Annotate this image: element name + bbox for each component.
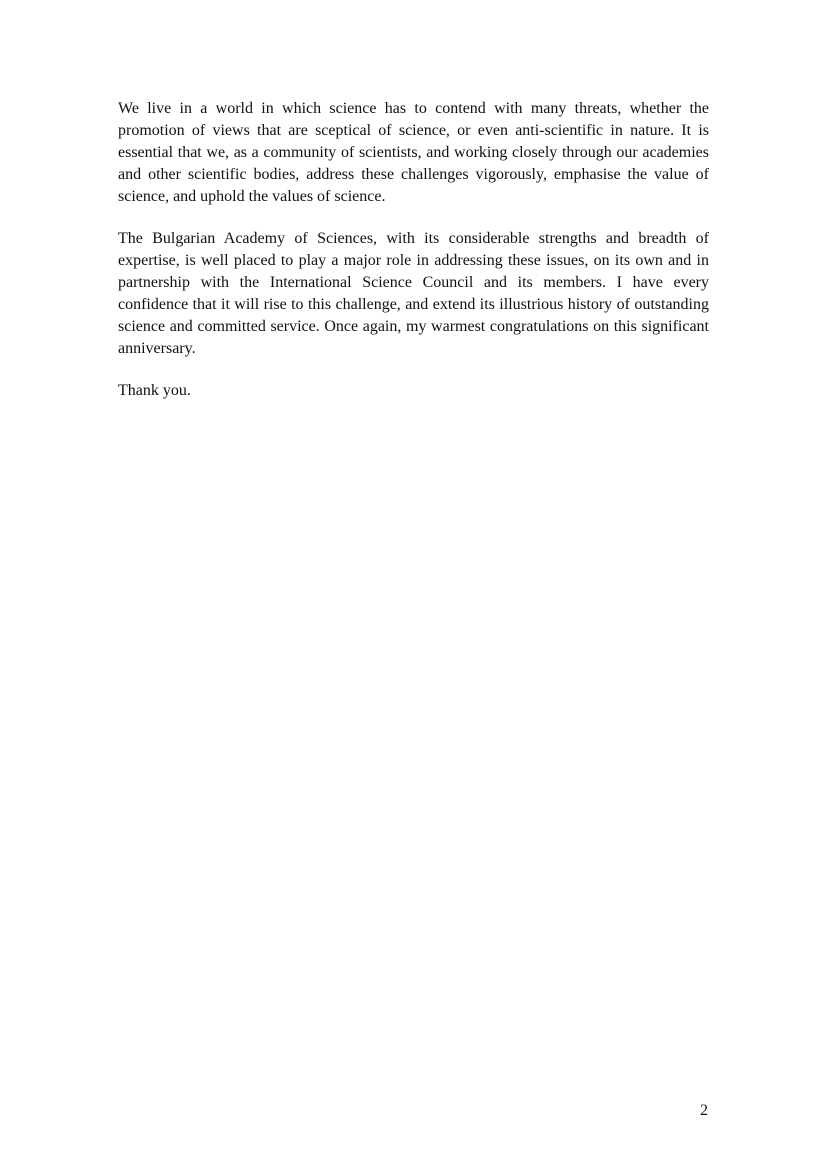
document-body xyxy=(118,98,709,402)
paragraph-bulgarian-academy: The Bulgarian Academy of Sciences, with its considerable strengths and breadth of expertise, is well placed to play a major role in addressing these issues, on its own and in partnership with the International Science Council and its members. I have every confidence that it will rise to this challenge, and extend its illustrious history of outstanding science and committed service. Once again, my warmest congratulations on this significant anniversary. xyxy=(118,230,709,357)
page-number: 2 xyxy=(700,1102,708,1119)
paragraph-threats-to-science: We live in a world in which science has to contend with many threats, whether the promotion of views that are sceptical of science, or even anti-scientific in nature. It is essential that we, as a community of scientists, and working closely through our academies and other scientific bodies, address these challenges vigorously, emphasise the value of science, and uphold the values of science. xyxy=(118,100,709,205)
closing-line: Thank you. xyxy=(118,382,191,399)
